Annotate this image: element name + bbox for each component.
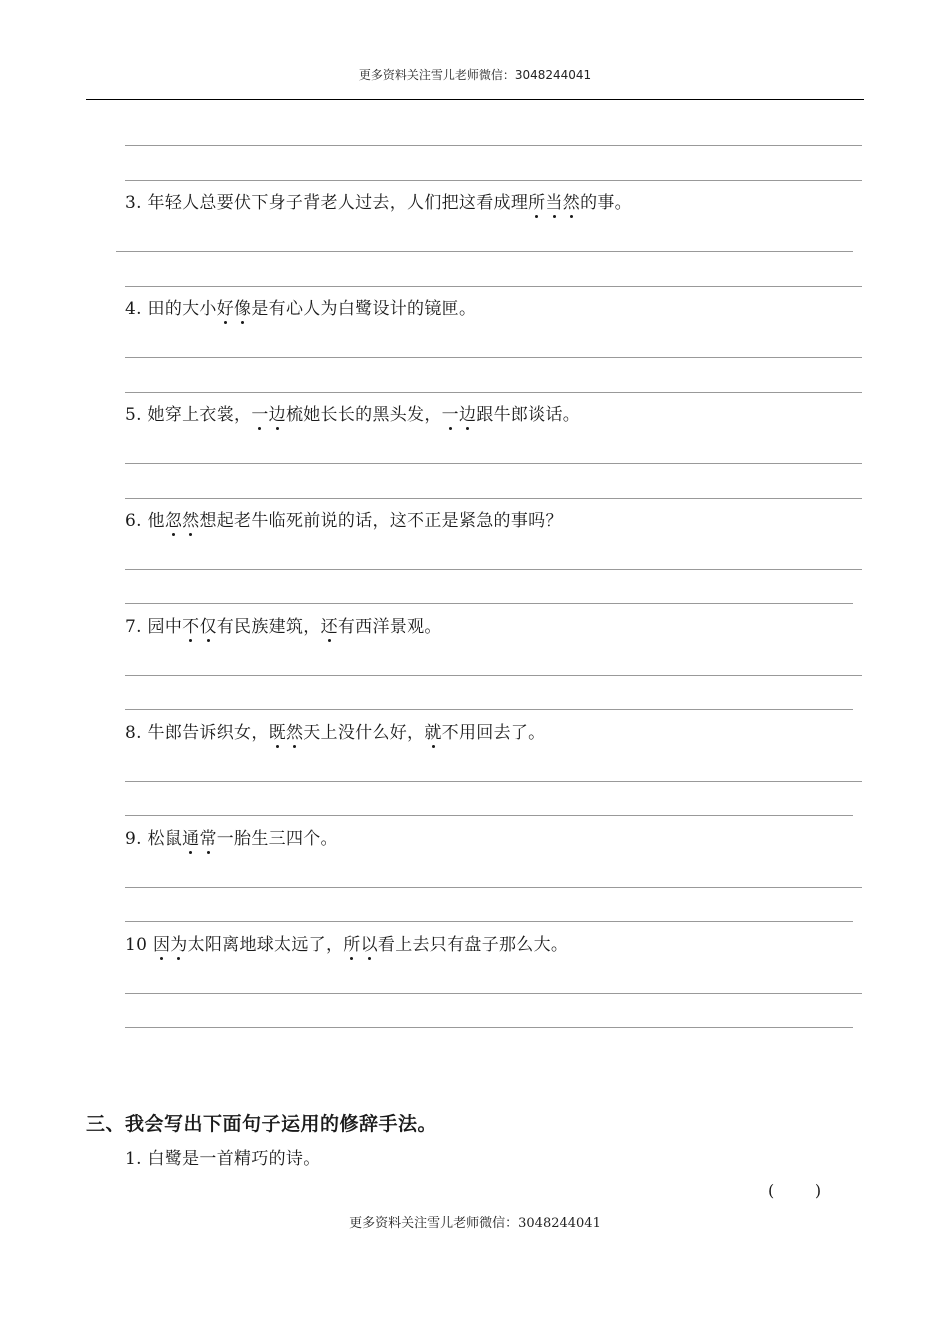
emphasized-char: 一 [251,405,269,425]
emphasized-char: 一 [441,405,459,425]
emphasized-char: 以 [360,935,378,955]
emphasized-char: 仅 [199,617,217,637]
sentence-text: 天上没什么好， [303,723,425,743]
emphasized-char: 像 [234,299,252,319]
emphasized-char: 边 [458,405,477,425]
sentence-text: 看上去只有盘子那么大。 [377,935,569,955]
emphasized-char: 所 [528,193,546,213]
sentence-text: 9. 松鼠 [125,829,183,849]
sentence-text: 不用回去了。 [441,723,546,743]
emphasized-char: 既 [268,723,286,743]
sentence-q3 [125,192,632,214]
emphasized-char: 当 [545,193,563,213]
sentence-text: 有民族建筑， [216,617,321,637]
answer-line [125,145,862,146]
page-header: 更多资料关注雪儿老师微信：3048244041 [358,68,592,82]
section-3-title: 三、我会写出下面句子运用的修辞手法。 [86,1113,438,1135]
sentence-text: 8. 牛郎告诉织女， [125,723,269,743]
sentence-q5 [125,404,580,426]
answer-line [125,709,853,710]
answer-line [125,993,862,994]
section-3-question-1: 1. 白鹭是一首精巧的诗。 [125,1149,321,1169]
answer-line [125,357,862,358]
emphasized-char: 还 [320,617,338,637]
emphasized-char: 为 [170,935,188,955]
answer-line [125,569,862,570]
header-divider [86,99,864,100]
sentence-text: 有西洋景观。 [337,617,442,637]
emphasized-char: 所 [343,935,361,955]
answer-line [125,887,862,888]
emphasized-char: 然 [182,511,200,531]
sentence-text: 7. 园中 [125,617,183,637]
sentence-text: 一胎生三四个。 [216,829,338,849]
answer-line [125,180,862,181]
sentence-text: 梳她长长的黑头发， [285,405,442,425]
sentence-text: 5. 她穿上衣裳， [125,405,252,425]
sentence-q4 [125,298,476,320]
answer-line [116,251,853,252]
answer-line [125,1027,853,1028]
sentence-text: 4. 田的大小 [125,299,217,319]
sentence-text: 太阳离地球太远了， [187,935,344,955]
emphasized-char: 因 [152,935,171,955]
sentence-text: 是有心人为白鹭设计的镜匣。 [251,299,477,319]
sentence-q10 [125,934,568,956]
emphasized-char: 不 [182,617,200,637]
answer-blank-parentheses[interactable]: ( ) [768,1181,822,1200]
sentence-text: 10 [125,935,153,955]
answer-line [125,921,853,922]
emphasized-char: 然 [285,723,304,743]
answer-line [125,498,862,499]
sentence-q9 [125,828,338,850]
emphasized-char: 边 [268,405,286,425]
emphasized-char: 然 [562,193,581,213]
emphasized-char: 通 [182,829,200,849]
emphasized-char: 就 [424,723,442,743]
sentence-text: 跟牛郎谈话。 [476,405,581,425]
sentence-text: 6. 他 [125,511,165,531]
answer-line [125,781,862,782]
answer-line [125,675,862,676]
answer-line [125,392,862,393]
answer-line [125,815,853,816]
sentence-q6 [125,510,563,532]
answer-line [125,603,853,604]
sentence-text: 想起老牛临死前说的话，这不正是紧急的事吗？ [199,511,563,531]
emphasized-char: 常 [199,829,217,849]
page-footer: 更多资料关注雪儿老师微信：3048244041 [349,1216,601,1231]
answer-line [125,286,862,287]
sentence-q8 [125,722,545,744]
answer-line [125,463,862,464]
sentence-q7 [125,616,442,638]
sentence-text: 3. 年轻人总要伏下身子背老人过去，人们把这看成理 [125,193,529,213]
sentence-text: 的事。 [580,193,632,213]
emphasized-char: 忽 [164,511,183,531]
emphasized-char: 好 [216,299,235,319]
